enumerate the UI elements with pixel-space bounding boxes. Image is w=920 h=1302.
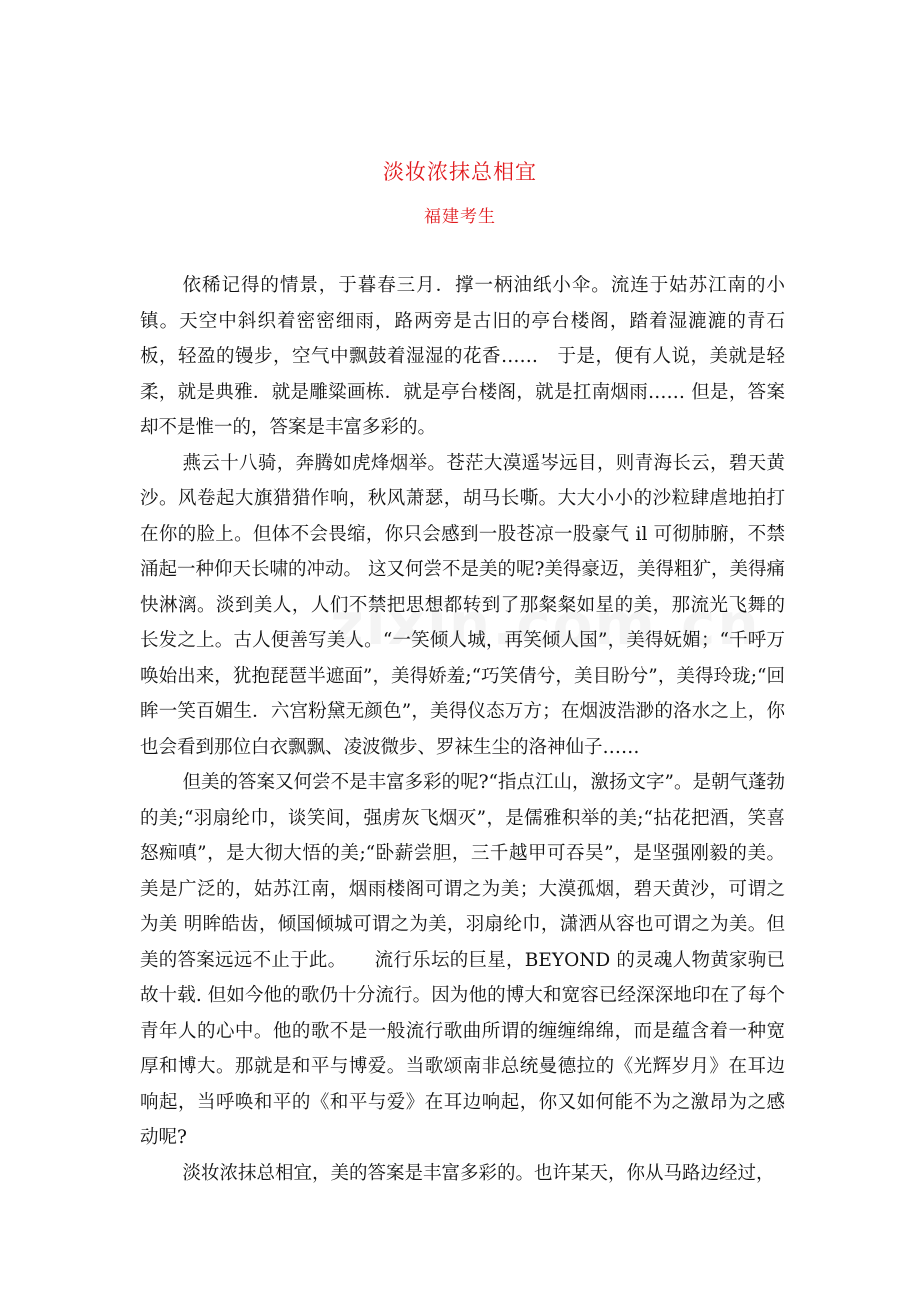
essay-author: 福建考生 [424,207,496,227]
paragraph: 依稀记得的情景，于暮春三月．撑一柄油纸小伞。流连于姑苏江南的小镇。天空中斜织着密密细雨，路两旁是古旧的亭台楼阁，踏着湿漉漉的青石板，轻盈的镘步，空气中飘鼓着湿湿的花香…… 于是，便有人说，美就是轻柔，就是典雅．就是雕粱画栋．就是亭台楼阁，就是扛南烟雨…… 但是，答案却不是惟一的，答案是丰富多彩的。 [140,275,785,438]
paragraph: 燕云十八骑，奔腾如虎烽烟举。苍茫大漠遥岑远目，则青海长云，碧天黄沙。风卷起大旗猎猎作响，秋风萧瑟，胡马长嘶。大大小小的沙粒肆虐地拍打在你的脸上。但体不会畏缩，你只会感到一股苍凉一股豪气 il 可彻肺腑，不禁涌起一种仰天长啸的冲动。 这又何尝不是美的呢?美得豪迈，美得粗犷，美得痛快淋漓。淡到美人，人们不禁把思想都转到了那粲粲如星的美，那流光飞舞的长发之上。古人便善写美人。“一笑倾人城，再笑倾人国”，美得妩媚；“千呼万唤始出来，犹抱琵琶半遮面”，美得娇羞;“巧笑倩兮，美目盼兮”，美得玲珑;“回眸一笑百媚生．六宫粉黛无颜色”，美得仪态万方；在烟波浩渺的洛水之上，你也会看到那位白衣飘飘、凌波微步、罗袜生尘的洛神仙子…… [140,452,785,758]
paragraph: 但美的答案又何尝不是丰富多彩的呢?“指点江山，激扬文字”。是朝气蓬勃的美;“羽扇纶巾，谈笑间，强虏灰飞烟灭”，是儒雅积举的美;“拈花把酒，笑喜怒痴嗔”，是大彻大悟的美;“卧薪尝胆，三千越甲可吞吴”，是坚强刚毅的美。 美是广泛的，姑苏江南，烟雨楼阁可谓之为美；大漠孤烟，碧天黄沙，可谓之为美 明眸皓齿，倾国倾城可谓之为美，羽扇纶巾，潇洒从容也可谓之为美。但美的答案远远不止于此。 流行乐坛的巨星，BEYOND 的灵魂人物黄家驹已故十载. 但如今他的歌仍十分流行。因为他的博大和宽容已经深深地印在了每个青年人的心中。他的歌不是一般流行歌曲所谓的缠缠绵绵，而是蕴含着一种宽厚和博大。那就是和平与博爱。当歌颂南非总统曼德拉的《光辉岁月》在耳边响起，当呼唤和平的《和平与爱》在耳边响起，你又如何能不为之激昂为之感动呢? [140,772,785,1148]
paragraph: 淡妆浓抹总相宜，美的答案是丰富多彩的。也许某天，你从马路边经过， [182,1162,775,1184]
essay-title: 淡妆浓抹总相宜 [383,160,537,184]
essay-body [140,268,785,1191]
